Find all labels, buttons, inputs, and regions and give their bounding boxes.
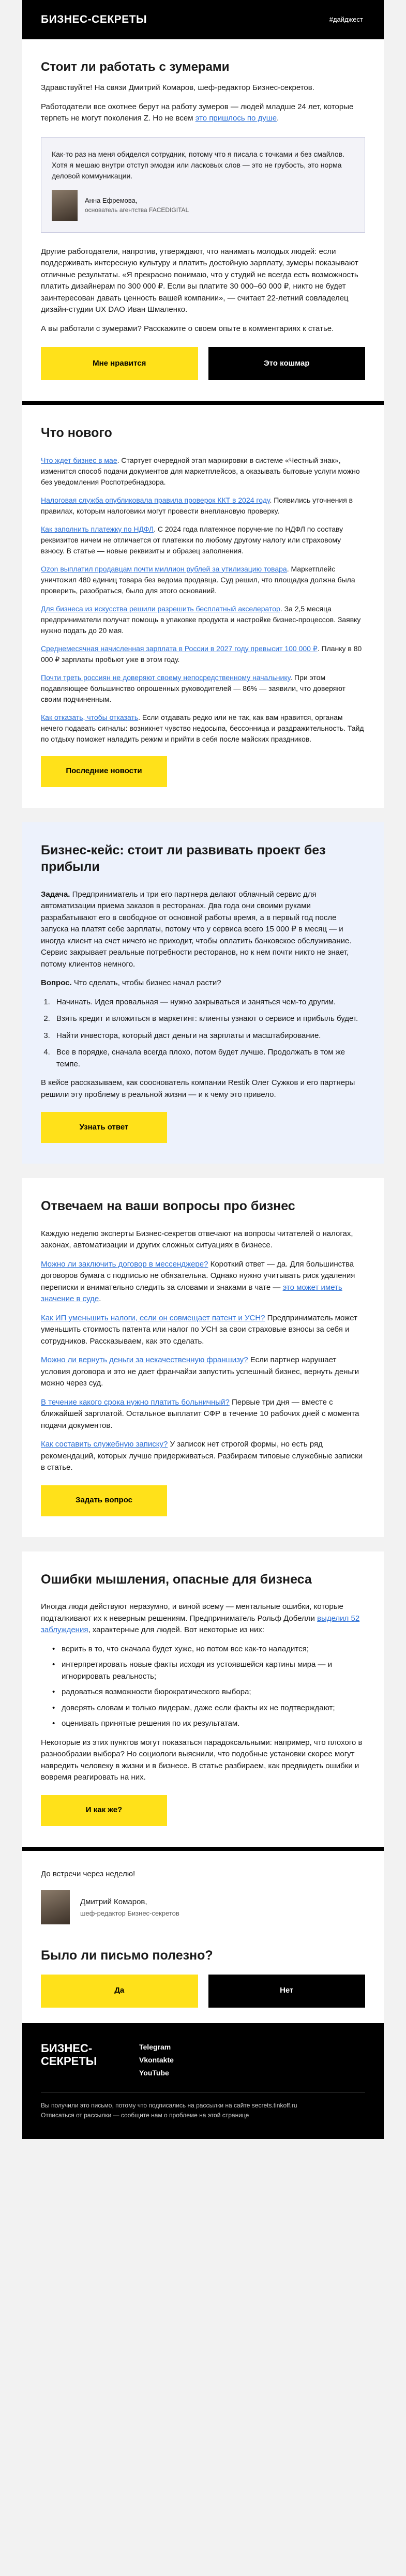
- errors-outro: Некоторые из этих пунктов могут показаться парадоксальными: например, что плохого в разнообразии выбора? Но социологи выяснили, что подобные установки скорее могут навредить человеку в жизни и в бизнесе. В статье разбираем, как предвидеть ошибки и вовремя реагировать на них.: [41, 1738, 363, 1782]
- section-gap: [22, 1164, 384, 1178]
- errors-list: [41, 1644, 365, 1730]
- news-item: Для бизнеса из искусства решили разрешить бесплатный акселератор. За 2,5 месяца предприниматели получат помощь в упаковке продукта и настройке бизнес-процессов. Заявку нужно подать до 20 мая.: [41, 604, 361, 635]
- intro-paragraph-3: А вы работали с зумерами? Расскажите о своем опыте в комментариях к статье.: [41, 324, 334, 333]
- case-option: 2. Взять кредит и вложиться в маркетинг: клиенты узнают о сервисе и прибыль будет.: [52, 1013, 365, 1025]
- qa-list: [41, 1259, 365, 1474]
- news-item: Налоговая служба опубликовала правила проверок ККТ в 2024 году. Появились уточнения в правилах, которым налоговики могут провести внеплановую проверку.: [41, 495, 353, 515]
- digest-tag: #дайджест: [329, 16, 363, 24]
- qa-section: [22, 1178, 384, 1537]
- qa-link-secondary[interactable]: это может иметь значение в суде: [41, 1283, 342, 1304]
- quote-block: [41, 137, 365, 233]
- news-link[interactable]: Почти треть россиян не доверяют своему непосредственному начальнику: [41, 673, 291, 682]
- qa-link[interactable]: Можно ли вернуть деньги за некачественную франшизу?: [41, 1355, 248, 1365]
- news-item: Что ждет бизнес в мае. Стартует очередной этап маркировки в системе «Честный знак», изменится способ подачи документов для маркетплейсов, а оказывать бытовые услуги можно без уведомления Роспотребнадзора.: [41, 456, 360, 486]
- footer-subscription-note: Вы получили это письмо, потому что подписались на рассылки на сайте secrets.tinkoff.ru: [41, 2101, 297, 2109]
- email-container: [22, 0, 384, 2139]
- case-question: Вопрос. Что сделать, чтобы бизнес начал расти?: [41, 978, 221, 988]
- header: [22, 0, 384, 39]
- author-photo: [52, 190, 78, 221]
- quote-author: [52, 190, 354, 221]
- news-link[interactable]: Что ждет бизнес в мае: [41, 456, 117, 464]
- case-title: Бизнес-кейс: стоит ли развивать проект без прибыли: [41, 842, 326, 875]
- qa-item: Как ИП уменьшить налоги, если он совмещает патент и УСН? Предприниматель может уменьшить стоимость патента или налог по УСН за свои страховые взносы за себя и сотрудников. Рассказываем, как это сделать.: [41, 1313, 357, 1346]
- brand-logo[interactable]: БИЗНЕС-СЕКРЕТЫ: [41, 13, 147, 26]
- errors-item: • радоваться возможности бюрократического выбора;: [52, 1686, 365, 1698]
- quote-author-role: основатель агентства FACEDIGITAL: [85, 206, 189, 214]
- case-option: 1. Начинать. Идея провальная — нужно закрываться и заняться чем-то другим.: [52, 997, 365, 1008]
- feedback-yes-button[interactable]: Да: [41, 1975, 198, 2008]
- qa-title: Отвечаем на ваши вопросы про бизнес: [41, 1199, 295, 1214]
- ask-question-button[interactable]: Задать вопрос: [41, 1485, 167, 1516]
- intro-greeting: Здравствуйте! На связи Дмитрий Комаров, шеф-редактор Бизнес-секретов.: [41, 83, 314, 93]
- case-section: [22, 822, 384, 1164]
- errors-item: • верить в то, что сначала будет хуже, но потом все как-то наладится;: [52, 1644, 365, 1655]
- qa-link[interactable]: Как составить служебную записку?: [41, 1440, 168, 1449]
- intro-paragraph-2: Другие работодатели, напротив, утверждают, что нанимать молодых людей: если поддерживать интересную культуру и платить достойную зарплату, зумеры показывают отличные результаты. «Я прекрасно понимаю, что у студий не всегда есть возможность платить дизайнерам по 300 000 ₽. Если вы платите 30 000–60 000 ₽, никто не будет заинтересован давать ценность вашей компании», — считает 22-летний совладелец дизайн-студии UX DAO Иван Шмаленко.: [41, 247, 358, 314]
- news-title: Что нового: [41, 426, 112, 441]
- errors-read-button[interactable]: И как же?: [41, 1795, 167, 1826]
- case-outro: В кейсе рассказываем, как сооснователь компании Restik Олег Сужков и его партнеры решили эту проблему в реальной жизни — и к чему это привело.: [41, 1078, 355, 1099]
- news-item: Как заполнить платежку по НДФЛ. С 2024 года платежное поручение по НДФЛ по составу реквизитов ничем не отличается от платежки по любому другому налогу или страховому взносу. В статье — новые реквизиты и образец заполнения.: [41, 524, 343, 555]
- like-button[interactable]: Мне нравится: [41, 347, 198, 380]
- news-link[interactable]: Налоговая служба опубликовала правила проверок ККТ в 2024 году: [41, 495, 270, 504]
- intro-section: [22, 39, 384, 401]
- quote-text: Как-то раз на меня обиделся сотрудник, потому что я писала с точками и без смайлов. Хотя я мешаю внутри отступ эмодзи или ласковых слов — это не грубость, это норма деловой коммуникации.: [52, 149, 344, 180]
- feedback-no-button[interactable]: Нет: [208, 1975, 366, 2008]
- news-item: Как отказать, чтобы отказать. Если отдавать редко или не так, как вам нравится, органам нечего подавать сигналы: возникнет чувство недосыпа, бессонница и раздражительность. Тайд по отдыху поможет наладить режим и прийти в себя после майских праздников.: [41, 713, 364, 743]
- feedback-title: Было ли письмо полезно?: [41, 1948, 213, 1963]
- news-link[interactable]: Среднемесячная начисленная зарплата в России в 2027 году превысит 100 000 ₽: [41, 644, 318, 653]
- news-item: Ozon выплатил продавцам почти миллион рублей за утилизацию товара. Маркетплейс уничтожил 480 единиц товара без ведома продавца. Суд решил, что площадка должна была проверить, разобраться, было для этого оснований.: [41, 564, 355, 595]
- section-gap: [22, 1537, 384, 1551]
- news-item: Почти треть россиян не доверяют своему непосредственному начальнику. При этом подавляющее большинство опрошенных руководителей — 86% — заявили, что доверяют своим подчиненным.: [41, 673, 345, 703]
- dislike-button[interactable]: Это кошмар: [208, 347, 366, 380]
- qa-item: Можно ли заключить договор в мессенджере? Короткий ответ — да. Для большинства договоров бумага с подписью не обязательна. Однако нужно учитывать риск удаления переписки и внимательно следить за словами и знаками в чате — это может иметь значение в суде.: [41, 1259, 355, 1304]
- case-task: Задача. Предприниматель и три его партнера делают облачный сервис для автоматизации приема заказов в ресторанах. Два года они своими руками разрабатывают его в свободное от основной работы время, а в первый год после запуска на платят себе зарплаты, потому что у сервиса всего 15 000 ₽ в месяц — и иногда клиент на счет ничего не приходит, чтобы оплатить банковское обслуживание. Сервис закрывает реальные потребности ресторанов, но к нем почти никто не знает, потому клиентов немного.: [41, 890, 352, 969]
- editor-role: шеф-редактор Бизнес-секретов: [80, 1909, 179, 1917]
- editor-photo: [41, 1890, 70, 1924]
- poll-buttons: [41, 347, 365, 380]
- footer-link-youtube[interactable]: YouTube: [139, 2068, 169, 2077]
- case-option: 4. Все в порядке, сначала всегда плохо, потом будет лучше. Продолжать в том же темпе.: [52, 1047, 365, 1070]
- editor-signature: [41, 1890, 365, 1924]
- errors-item: • оценивать принятые решения по их результатам.: [52, 1718, 365, 1730]
- qa-link[interactable]: Можно ли заключить договор в мессенджере?: [41, 1259, 208, 1269]
- news-item: Среднемесячная начисленная зарплата в России в 2027 году превысит 100 000 ₽. Планку в 80 000 ₽ зарплаты пробьют уже в этом году.: [41, 644, 362, 664]
- errors-title: Ошибки мышления, опасные для бизнеса: [41, 1572, 312, 1587]
- news-link[interactable]: Как отказать, чтобы отказать: [41, 713, 139, 721]
- news-section: [22, 405, 384, 808]
- quote-author-name: Анна Ефремова,: [85, 196, 138, 204]
- intro-title: Стоит ли работать с зумерами: [41, 60, 230, 74]
- closing-section: [22, 1851, 384, 2023]
- latest-news-button[interactable]: Последние новости: [41, 756, 167, 787]
- errors-intro: Иногда люди действуют неразумно, и виной всему — ментальные ошибки, которые подталкивают их к неверным решениям. Предприниматель Рольф Добелли выделил 52 заблуждения, характерные для людей. Вот некоторые из них:: [41, 1602, 360, 1635]
- errors-section: [22, 1551, 384, 1847]
- footer-link-telegram[interactable]: Telegram: [139, 2042, 171, 2051]
- errors-item: • доверять словам и только лидерам, даже если факты их не подтверждают;: [52, 1703, 365, 1714]
- section-gap: [22, 808, 384, 822]
- news-link[interactable]: Как заполнить платежку по НДФЛ: [41, 524, 154, 533]
- footer-top: [41, 2042, 365, 2081]
- feedback-buttons: [41, 1975, 365, 2008]
- case-options: [41, 997, 365, 1071]
- qa-item: Как составить служебную записку? У записок нет строгой формы, но есть ряд рекомендаций, которых лучше придерживаться. Разбираем типовые служебные записки в статье.: [41, 1440, 363, 1472]
- news-link[interactable]: Для бизнеса из искусства решили разрешить бесплатный акселератор: [41, 604, 280, 613]
- intro-link[interactable]: это пришлось по душе: [195, 114, 277, 123]
- footer-link-vkontakte[interactable]: Vkontakte: [139, 2055, 174, 2064]
- errors-item: • интерпретировать новые факты исходя из устоявшейся картины мира — и игнорировать реальность;: [52, 1659, 365, 1682]
- goodbye-text: До встречи через неделю!: [41, 1869, 136, 1878]
- case-option: 3. Найти инвестора, который даст деньги на зарплаты и масштабирование.: [52, 1030, 365, 1042]
- footer: [22, 2023, 384, 2139]
- intro-paragraph: Работодатели все охотнее берут на работу зумеров — людей младше 24 лет, которые терпеть не могут поколения Z. Но не всем это пришлось по душе.: [41, 102, 354, 123]
- editor-name: Дмитрий Комаров,: [80, 1897, 147, 1907]
- news-link[interactable]: Ozon выплатил продавцам почти миллион рублей за утилизацию товара: [41, 564, 287, 573]
- footer-links: [139, 2042, 174, 2081]
- errors-link[interactable]: выделил 52 заблуждения: [41, 1614, 360, 1635]
- qa-item: Можно ли вернуть деньги за некачественную франшизу? Если партнер нарушает условия договора и это не дает франчайзи запустить успешный бизнес, вернуть деньги можно через суд.: [41, 1355, 359, 1388]
- footer-unsubscribe-link[interactable]: Отписаться от рассылки — сообщите нам о проблеме на этой странице: [41, 2111, 249, 2119]
- qa-link[interactable]: В течение какого срока нужно платить больничный?: [41, 1397, 230, 1407]
- case-answer-button[interactable]: Узнать ответ: [41, 1112, 167, 1143]
- news-list: [41, 455, 365, 745]
- qa-link[interactable]: Как ИП уменьшить налоги, если он совмещает патент и УСН?: [41, 1313, 265, 1322]
- qa-intro: Каждую неделю эксперты Бизнес-секретов отвечают на вопросы читателей о налогах, законах, автоматизации и других сложных ситуациях в бизнесе.: [41, 1229, 353, 1250]
- divider: [22, 1847, 384, 1851]
- footer-logo[interactable]: БИЗНЕС- СЕКРЕТЫ: [41, 2041, 97, 2068]
- qa-item: В течение какого срока нужно платить больничный? Первые три дня — вместе с ближайшей зарплатой. Остальное выплатит СФР в течение 10 рабочих дней с момента подачи документов.: [41, 1397, 359, 1430]
- divider: [22, 401, 384, 405]
